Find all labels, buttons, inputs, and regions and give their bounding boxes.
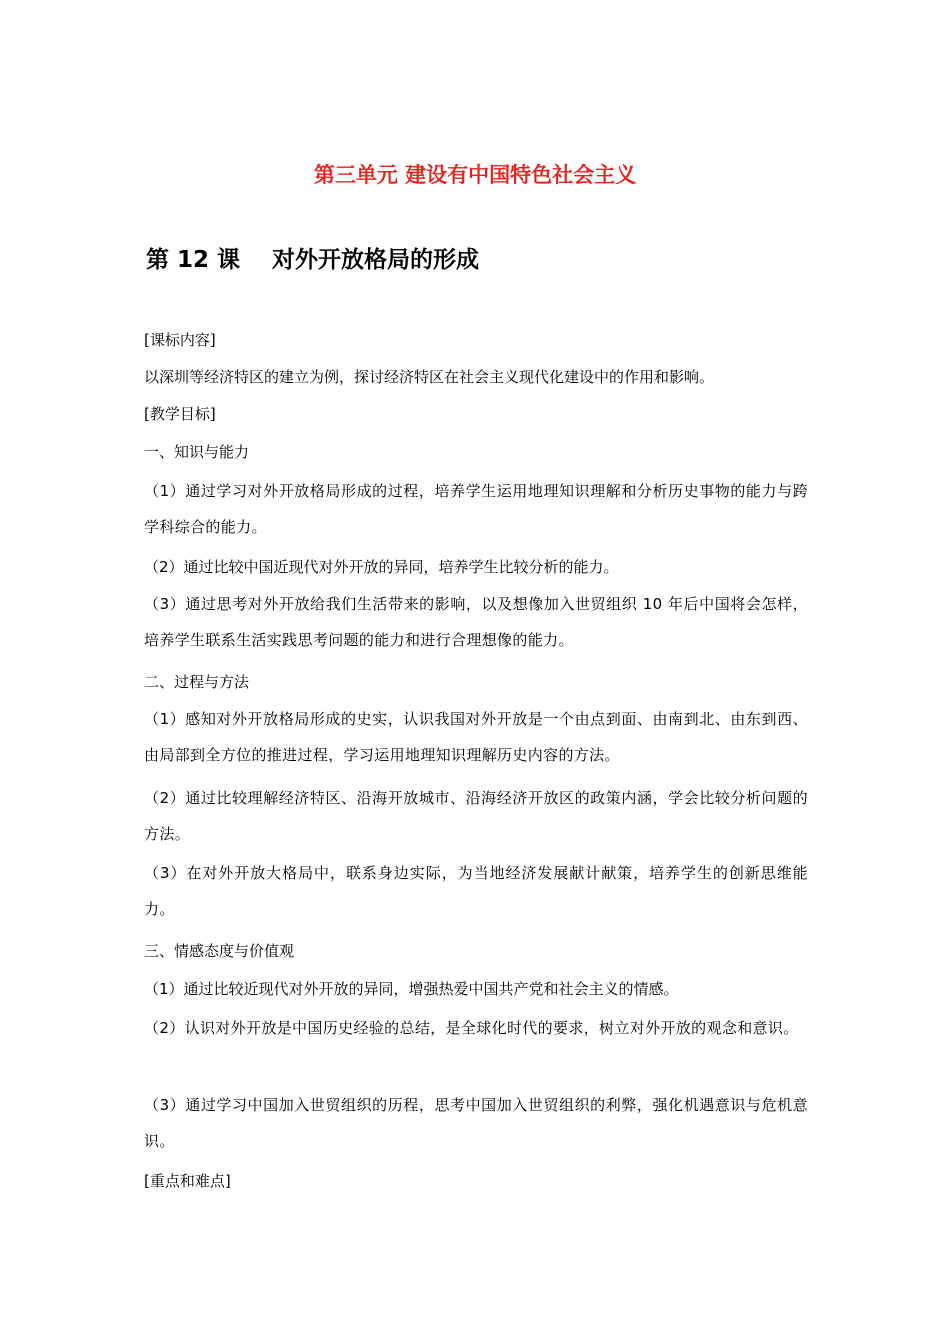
objective-values-1: （1）通过比较近现代对外开放的异同，增强热爱中国共产党和社会主义的情感。 xyxy=(144,980,679,998)
objective-values-2: （2）认识对外开放是中国历史经验的总结，是全球化时代的要求，树立对外开放的观念和意识。 xyxy=(144,1019,799,1037)
objective-process-2: （2）通过比较理解经济特区、沿海开放城市、沿海经济开放区的政策内涵，学会比较分析问题的方法。 xyxy=(144,789,808,843)
objective-heading-values: 三、情感态度与价值观 xyxy=(144,942,295,960)
objective-process-1: （1）感知对外开放格局形成的史实，认识我国对外开放是一个由点到面、由南到北、由东到西、由局部到全方位的推进过程，学习运用地理知识理解历史内容的方法。 xyxy=(144,710,808,764)
unit-title: 第三单元 建设有中国特色社会主义 xyxy=(313,163,637,187)
objective-knowledge-2: （2）通过比较中国近现代对外开放的异同，培养学生比较分析的能力。 xyxy=(144,558,619,576)
curriculum-content: 以深圳等经济特区的建立为例，探讨经济特区在社会主义现代化建设中的作用和影响。 xyxy=(144,368,715,386)
objective-process-3: （3）在对外开放大格局中，联系身边实际，为当地经济发展献计献策，培养学生的创新思维能力。 xyxy=(144,864,808,918)
section-label-objectives: [教学目标] xyxy=(144,405,216,423)
objective-heading-knowledge: 一、知识与能力 xyxy=(144,443,250,461)
objective-knowledge-1: （1）通过学习对外开放格局形成的过程，培养学生运用地理知识理解和分析历史事物的能力与跨学科综合的能力。 xyxy=(144,482,808,536)
objective-values-3: （3）通过学习中国加入世贸组织的历程，思考中国加入世贸组织的利弊，强化机遇意识与危机意识。 xyxy=(144,1096,808,1150)
objective-heading-process: 二、过程与方法 xyxy=(144,673,250,691)
lesson-heading xyxy=(146,243,479,277)
lesson-title: 对外开放格局的形成 xyxy=(272,247,480,273)
section-label-curriculum: [课标内容] xyxy=(144,331,216,349)
objective-knowledge-3: （3）通过思考对外开放给我们生活带来的影响，以及想像加入世贸组织 10 年后中国将会怎样，培养学生联系生活实践思考问题的能力和进行合理想像的能力。 xyxy=(144,595,808,649)
lesson-number: 第 12 课 xyxy=(146,247,241,273)
section-label-key-points: [重点和难点] xyxy=(144,1172,231,1190)
